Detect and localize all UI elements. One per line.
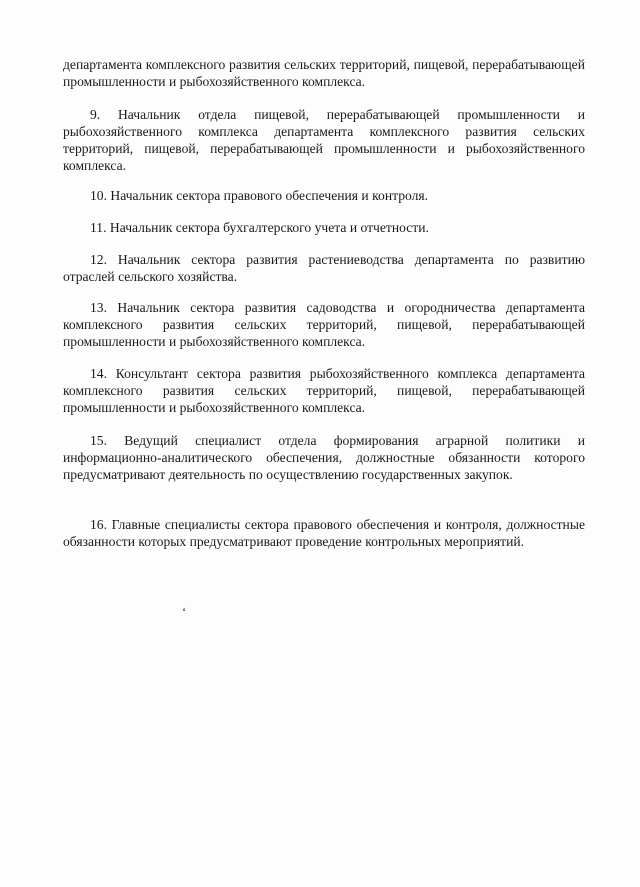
paragraph-continuation: департамента комплексного развития сельских территорий, пищевой, перерабатывающей промышленности и рыбохозяйственного комплекса. xyxy=(63,57,585,89)
paragraph-item-14: 14. Консультант сектора развития рыбохозяйственного комплекса департамента комплексного развития сельских территорий, пищевой, перерабатывающей промышленности и рыбохозяйственного комплекса. xyxy=(63,366,585,415)
paragraph-item-13: 13. Начальник сектора развития садоводства и огородничества департамента комплексного развития сельских территорий, пищевой, перерабатывающей промышленности и рыбохозяйственного комплекса. xyxy=(63,300,585,349)
paragraph-item-12: 12. Начальник сектора развития растениеводства департамента по развитию отраслей сельского хозяйства. xyxy=(63,252,585,284)
paragraph-item-15: 15. Ведущий специалист отдела формирования аграрной политики и информационно-аналитического обеспечения, должностные обязанности которого предусматривают деятельность по осуществлению государственных закупок. xyxy=(63,433,585,482)
paragraph-item-16: 16. Главные специалисты сектора правового обеспечения и контроля, должностные обязанности которых предусматривают проведение контрольных мероприятий. xyxy=(63,517,585,549)
paragraph-item-10: 10. Начальник сектора правового обеспечения и контроля. xyxy=(90,188,429,203)
paragraph-item-9: 9. Начальник отдела пищевой, перерабатывающей промышленности и рыбохозяйственного комплекса департамента комплексного развития сельских территорий, пищевой, перерабатывающей промышленности и рыбохозяйственного комплекса. xyxy=(63,107,585,173)
paragraph-item-11: 11. Начальник сектора бухгалтерского учета и отчетности. xyxy=(90,220,429,235)
stray-pen-mark: ʻ xyxy=(182,604,187,619)
